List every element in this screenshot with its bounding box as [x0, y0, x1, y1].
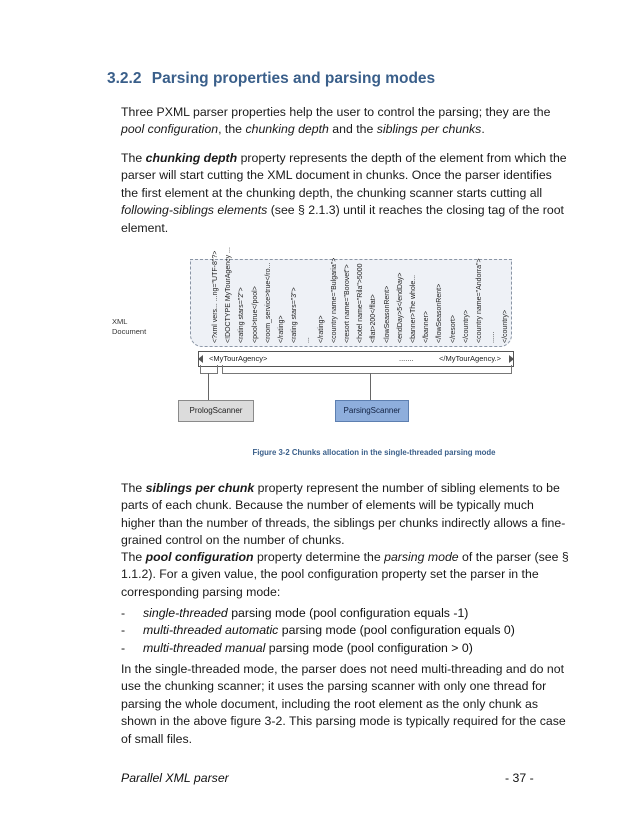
root-close-tag: </MyTourAgency.>: [439, 354, 501, 363]
paragraph-single-threaded: In the single-threaded mode, the parser does not need multi-threading and do not use the chunking scanner; it uses the parsing scanner with only one thread for parsing the whole document, including the root element as the only chunk as shown in the above figure 3-2. This parsing mode is typically required for the case of small files.: [121, 662, 566, 746]
list-item: [121, 640, 571, 657]
paragraph-siblings-per-chunk: [121, 480, 571, 550]
list-dash: -: [121, 606, 126, 620]
section-heading: [107, 70, 435, 88]
root-dots: .......: [399, 354, 414, 363]
text-run: , the: [218, 122, 246, 137]
paragraph-intro: [121, 104, 571, 139]
text-run: property represent the number of sibling elements to be parts of each chunk. Because the number of elements will be typically much higher than the number of threads, the siblings per chunks indirectly allows a fine-grained control on the number of chunks.: [121, 481, 566, 548]
text-run: Three PXML parser properties help the user to control the parsing; they are the: [121, 105, 551, 119]
term-siblings-per-chunks: siblings per chunks: [376, 122, 482, 137]
root-open-tag: <MyTourAgency>: [209, 354, 268, 363]
text-run: The: [121, 550, 146, 564]
term-pool-configuration: pool configuration: [145, 550, 254, 564]
parsing-connector: [370, 373, 371, 400]
text-run: The: [121, 151, 146, 165]
text-run: The: [121, 481, 146, 495]
term-chunking-depth: chunking depth: [145, 151, 238, 165]
xml-document-label: [112, 317, 146, 337]
caption-text: Figure 3-2 Chunks allocation in the single-threaded parsing mode: [252, 448, 496, 457]
term-parsing-mode: parsing mode: [384, 550, 459, 564]
xml-label-line: XML: [112, 317, 128, 326]
footer-title: Parallel XML parser: [121, 771, 229, 785]
text-run: property determine the: [253, 550, 385, 564]
prolog-connector: [208, 373, 209, 400]
text-run: of the parser (see § 1.1.2). For a given value, the pool configuration property set the parser in the corresponding parsing mode:: [121, 550, 569, 599]
prolog-brace: [200, 365, 218, 374]
prolog-scanner-box: PrologScanner: [178, 400, 254, 422]
text-run: property represents the depth of the element from which the parser will start cutting the XML document in chunks. Once the parser identifies the first element at the chunking depth, the chunking scanner starts cutting all: [121, 151, 567, 200]
paragraph-pool-configuration: [121, 549, 571, 601]
figure-chunks-allocation: [100, 245, 520, 445]
xml-label-line: Document: [112, 327, 147, 336]
page-number: - 37 -: [505, 771, 534, 785]
text-run: .: [481, 122, 485, 137]
list-item: [121, 605, 571, 622]
parsing-modes-list: [121, 605, 571, 657]
list-dash: -: [121, 640, 126, 655]
term-pool-configuration: pool configuration: [121, 122, 219, 137]
term-chunking-depth: chunking depth: [245, 122, 329, 137]
list-item: [121, 622, 571, 639]
section-title: Parsing properties and parsing modes: [151, 70, 436, 87]
list-text: parsing mode (pool configuration equals -1): [227, 606, 469, 620]
list-dash: -: [121, 623, 126, 638]
term-siblings-per-chunk: siblings per chunk: [145, 481, 255, 495]
paragraph-chunking-depth: [121, 150, 571, 237]
list-term: single-threaded: [143, 606, 228, 620]
term-following-siblings: following-siblings elements: [121, 203, 268, 218]
text-run: and the: [328, 122, 377, 137]
list-text: parsing mode (pool configuration equals 0): [278, 623, 515, 638]
section-number: 3.2.2: [107, 70, 142, 87]
parsing-scanner-box: ParsingScanner: [335, 400, 409, 422]
parsing-brace: [222, 365, 512, 374]
list-term: multi-threaded manual: [143, 640, 266, 655]
list-text: parsing mode (pool configuration > 0): [265, 640, 473, 655]
text-run: (see § 2.1.3) until it reaches the closing tag of the root element.: [121, 203, 564, 235]
list-term: multi-threaded automatic: [143, 623, 279, 638]
figure-caption: [0, 448, 638, 457]
